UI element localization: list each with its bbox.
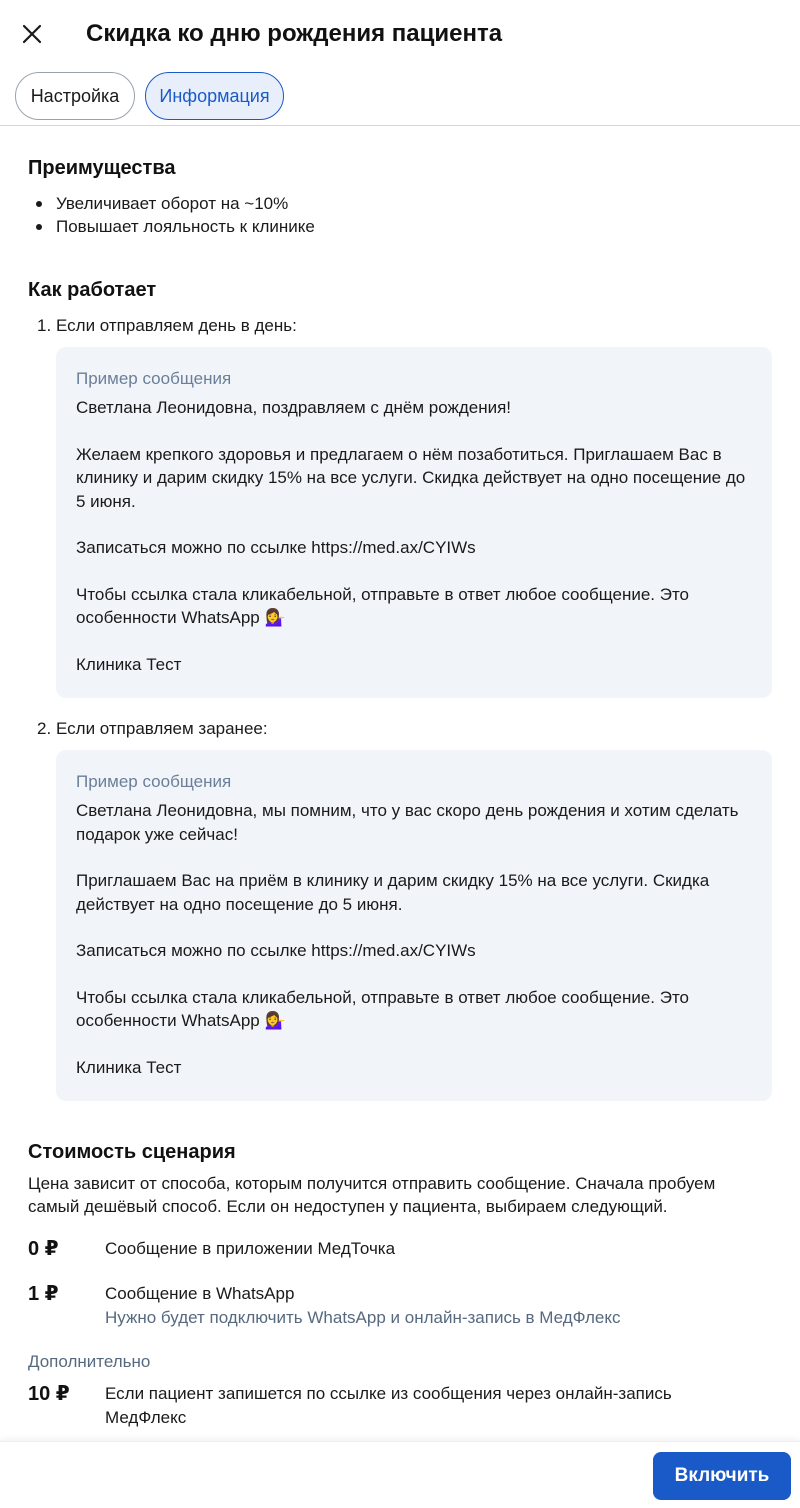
benefit-item: Увеличивает оборот на ~10% <box>56 194 289 213</box>
message-line: Чтобы ссылка стала кликабельной, отправьте в ответ любое сообщение. Это особенности WhatsApp 💁‍♀️ <box>76 584 694 627</box>
close-icon <box>21 23 43 45</box>
step-label: Если отправляем заранее: <box>56 719 268 738</box>
enable-button[interactable]: Включить <box>653 1452 791 1500</box>
step-number: 1. <box>37 316 52 335</box>
price-option <box>28 1381 768 1431</box>
tab-settings[interactable]: Настройка <box>15 72 135 120</box>
price-label: Сообщение в приложении МедТочка <box>105 1239 396 1258</box>
message-example <box>56 347 772 698</box>
message-line: Приглашаем Вас на приём в клинику и дарим скидку 15% на все услуги. Скидка действует на одно посещение до 5 июня. <box>76 871 714 914</box>
message-line: Клиника Тест <box>76 654 182 674</box>
message-line: Чтобы ссылка стала кликабельной, отправьте в ответ любое сообщение. Это особенности WhatsApp 💁‍♀️ <box>76 987 694 1030</box>
step-label: Если отправляем день в день: <box>56 316 297 335</box>
price-value: 1 ₽ <box>28 1283 59 1305</box>
cost-description: Цена зависит от способа, которым получится отправить сообщение. Сначала пробуем самый дешёвый способ. Если он недоступен у пациента, выбираем следующий. <box>28 1174 716 1216</box>
benefits-heading: Преимущества <box>28 157 176 179</box>
cost-heading: Стоимость сценария <box>28 1141 236 1163</box>
header <box>0 0 800 68</box>
close-button[interactable] <box>16 18 48 50</box>
message-line: Светлана Леонидовна, поздравляем с днём рождения! <box>76 398 512 417</box>
message-line: Желаем крепкого здоровья и предлагаем о нём позаботиться. Приглашаем Вас в клинику и дарим скидку 15% на все услуги. Скидка действует на одно посещение до 5 июня. <box>76 444 750 511</box>
message-caption: Пример сообщения <box>76 369 232 388</box>
benefit-item: Повышает лояльность к клинике <box>56 217 315 236</box>
price-label: Если пациент запишется по ссылке из сообщения через онлайн-запись МедФлекс <box>105 1384 672 1427</box>
message-example <box>56 750 772 1101</box>
message-line: Записаться можно по ссылке https://med.ax/CYIWs <box>76 538 476 557</box>
price-label: Сообщение в WhatsApp <box>105 1284 295 1303</box>
step-item <box>37 314 297 337</box>
extra-label: Дополнительно <box>28 1352 151 1371</box>
how-heading: Как работает <box>28 279 157 301</box>
price-option <box>28 1236 768 1264</box>
price-option <box>28 1281 768 1331</box>
message-caption: Пример сообщения <box>76 772 232 791</box>
tab-info[interactable]: Информация <box>145 72 284 120</box>
message-line: Светлана Леонидовна, мы помним, что у вас скоро день рождения и хотим сделать подарок уже сейчас! <box>76 801 744 844</box>
price-value: 10 ₽ <box>28 1383 70 1405</box>
message-line: Клиника Тест <box>76 1057 182 1077</box>
price-value: 0 ₽ <box>28 1238 59 1260</box>
footer-bar <box>0 1441 800 1508</box>
page-title: Скидка ко дню рождения пациента <box>86 20 503 47</box>
tab-bar <box>0 72 800 126</box>
price-note: Нужно будет подключить WhatsApp и онлайн-запись в МедФлекс <box>105 1308 621 1327</box>
step-number: 2. <box>37 719 52 738</box>
step-item <box>37 717 268 740</box>
message-line: Записаться можно по ссылке https://med.ax/CYIWs <box>76 941 476 960</box>
